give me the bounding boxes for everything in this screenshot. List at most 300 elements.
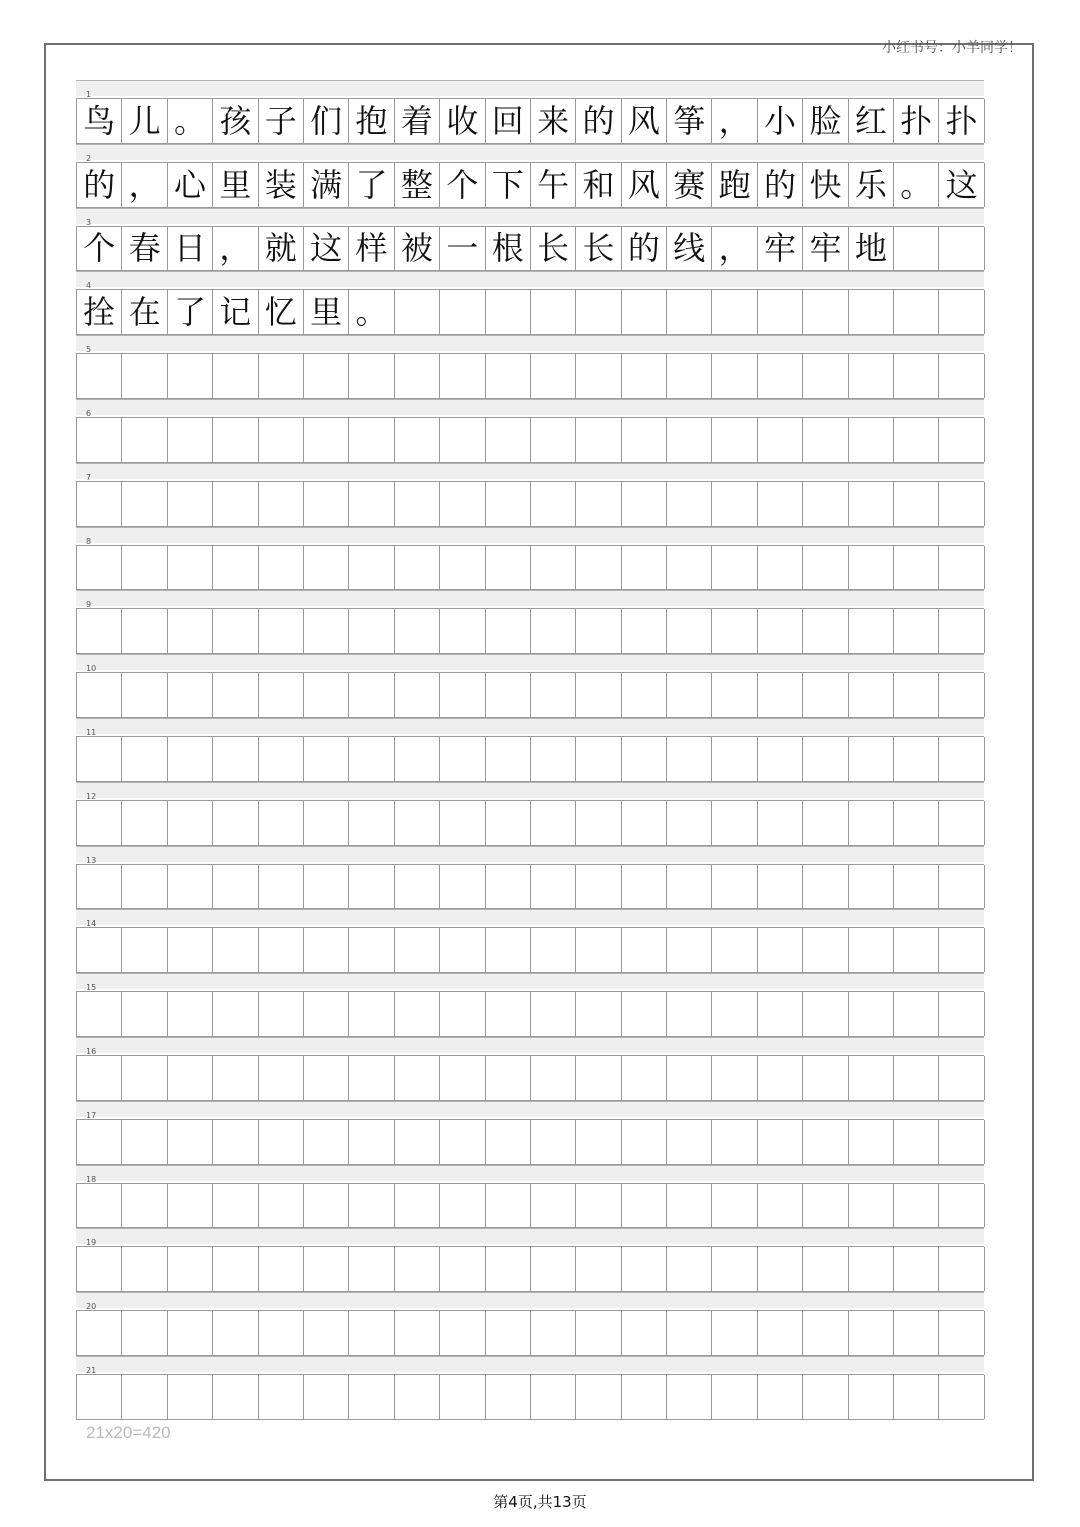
grid-cell (349, 546, 394, 590)
row-label-band (76, 208, 984, 227)
grid-cell (849, 354, 894, 398)
grid-cell (395, 290, 440, 334)
grid-cell (395, 992, 440, 1036)
grid-row (76, 271, 984, 335)
grid-cell (758, 290, 803, 334)
grid-cell (712, 1056, 757, 1100)
row-number: 8 (86, 536, 92, 546)
row-number: 21 (86, 1365, 97, 1375)
grid-cell: 乐 (849, 163, 894, 207)
grid-row (76, 654, 984, 718)
grid-cell (213, 1120, 258, 1164)
grid-cell (667, 801, 712, 845)
grid-cell: 一 (440, 227, 485, 271)
grid-cell: 里 (304, 290, 349, 334)
grid-cell (395, 673, 440, 717)
grid-cell (122, 482, 167, 526)
grid-cell (803, 992, 848, 1036)
grid-cell (894, 1184, 939, 1228)
row-label-band (76, 1037, 984, 1056)
grid-cell (486, 801, 531, 845)
grid-cell (440, 1375, 485, 1419)
grid-cell (803, 1056, 848, 1100)
grid-cell: 下 (486, 163, 531, 207)
grid-cell (440, 482, 485, 526)
grid-cell (576, 1375, 621, 1419)
row-label-band (76, 144, 984, 163)
grid-cell (894, 290, 939, 334)
grid-cell (486, 546, 531, 590)
grid-cell (576, 865, 621, 909)
grid-cell (395, 928, 440, 972)
grid-cell (894, 609, 939, 653)
grid-cell (77, 928, 122, 972)
grid-cell (667, 290, 712, 334)
grid-cell: 和 (576, 163, 621, 207)
grid-cell (486, 482, 531, 526)
grid-cell (395, 354, 440, 398)
grid-cell (168, 992, 213, 1036)
grid-cell: 拴 (77, 290, 122, 334)
grid-cell (894, 1120, 939, 1164)
grid-row (76, 846, 984, 910)
grid-cell (349, 418, 394, 462)
row-label-band (76, 718, 984, 737)
row-number: 17 (86, 1110, 97, 1120)
grid-cell (168, 1120, 213, 1164)
grid-cell (259, 737, 304, 781)
grid-cell (304, 1247, 349, 1291)
grid-cell: 红 (849, 99, 894, 143)
row-cells (76, 927, 984, 973)
grid-cell (304, 609, 349, 653)
grid-cell (667, 609, 712, 653)
grid-cell: 。 (168, 99, 213, 143)
grid-cell (122, 673, 167, 717)
row-label-band (76, 846, 984, 865)
row-cells (76, 1374, 984, 1420)
grid-cell: 的 (758, 163, 803, 207)
grid-cell (758, 546, 803, 590)
grid-cell: ， (122, 163, 167, 207)
grid-cell (77, 1247, 122, 1291)
grid-cell (803, 737, 848, 781)
grid-cell (576, 673, 621, 717)
grid-cell (576, 418, 621, 462)
grid-cell (486, 609, 531, 653)
grid-cell (168, 1056, 213, 1100)
grid-cell (758, 737, 803, 781)
grid-cell (395, 1375, 440, 1419)
grid-cell (531, 737, 576, 781)
grid-cell (440, 992, 485, 1036)
grid-cell (486, 290, 531, 334)
grid-cell: 鸟 (77, 99, 122, 143)
grid-cell (486, 1120, 531, 1164)
grid-cell (304, 1375, 349, 1419)
grid-cell (122, 737, 167, 781)
grid-cell: 根 (486, 227, 531, 271)
grid-cell: 的 (622, 227, 667, 271)
row-cells (76, 353, 984, 399)
row-cells (76, 417, 984, 463)
grid-cell (486, 928, 531, 972)
grid-cell (939, 1056, 984, 1100)
grid-cell: 小 (758, 99, 803, 143)
row-number: 14 (86, 919, 97, 929)
grid-cell (667, 673, 712, 717)
grid-cell: 快 (803, 163, 848, 207)
grid-cell (440, 865, 485, 909)
row-cells (76, 1246, 984, 1292)
grid-cell (849, 1184, 894, 1228)
grid-cell (168, 1375, 213, 1419)
row-number: 2 (86, 153, 92, 163)
grid-cell (304, 801, 349, 845)
grid-cell (395, 865, 440, 909)
row-number: 7 (86, 472, 92, 482)
grid-cell (849, 1120, 894, 1164)
row-number: 13 (86, 855, 97, 865)
grid-cell (304, 865, 349, 909)
grid-cell (712, 928, 757, 972)
grid-cell (894, 992, 939, 1036)
grid-cell (122, 801, 167, 845)
grid-cell (576, 290, 621, 334)
grid-row (76, 909, 984, 973)
grid-cell (803, 1120, 848, 1164)
grid-row (76, 399, 984, 463)
grid-cell (213, 737, 258, 781)
grid-cell (894, 354, 939, 398)
grid-row (76, 144, 984, 208)
grid-cell (758, 1056, 803, 1100)
grid-cell (122, 609, 167, 653)
grid-cell (486, 992, 531, 1036)
grid-cell (213, 482, 258, 526)
grid-cell (168, 482, 213, 526)
grid-cell (531, 801, 576, 845)
grid-cell (667, 737, 712, 781)
grid-cell (440, 1056, 485, 1100)
grid-cell (712, 865, 757, 909)
grid-cell (622, 737, 667, 781)
grid-cell (304, 737, 349, 781)
row-number: 18 (86, 1174, 97, 1184)
grid-cell (622, 290, 667, 334)
grid-cell (667, 1375, 712, 1419)
grid-row (76, 1292, 984, 1356)
grid-cell (122, 865, 167, 909)
grid-cell (939, 290, 984, 334)
grid-cell (712, 609, 757, 653)
grid-cell (259, 865, 304, 909)
row-cells (76, 991, 984, 1037)
grid-cell (349, 992, 394, 1036)
grid-cell (939, 546, 984, 590)
grid-cell: 这 (939, 163, 984, 207)
grid-count-note: 21x20=420 (86, 1423, 171, 1442)
grid-cell (395, 801, 440, 845)
grid-cell: 样 (349, 227, 394, 271)
grid-row (76, 335, 984, 399)
grid-cell: 这 (304, 227, 349, 271)
grid-cell (622, 1056, 667, 1100)
grid-cell (939, 1375, 984, 1419)
grid-cell (77, 865, 122, 909)
grid-cell (758, 1120, 803, 1164)
grid-cell (939, 992, 984, 1036)
grid-cell (622, 928, 667, 972)
grid-cell (486, 1184, 531, 1228)
row-label-band (76, 1101, 984, 1120)
grid-cell (531, 1056, 576, 1100)
grid-cell (259, 992, 304, 1036)
grid-cell (803, 290, 848, 334)
grid-cell (758, 673, 803, 717)
grid-cell (758, 1375, 803, 1419)
grid-cell (894, 673, 939, 717)
grid-cell (758, 609, 803, 653)
grid-cell (667, 546, 712, 590)
grid-cell (349, 801, 394, 845)
grid-cell (849, 673, 894, 717)
grid-cell: 收 (440, 99, 485, 143)
grid-cell: 赛 (667, 163, 712, 207)
grid-cell (576, 1120, 621, 1164)
grid-cell (849, 609, 894, 653)
grid-cell (77, 1184, 122, 1228)
grid-cell (440, 290, 485, 334)
grid-cell (939, 227, 984, 271)
grid-cell: 线 (667, 227, 712, 271)
grid-cell (259, 482, 304, 526)
grid-cell: 长 (576, 227, 621, 271)
row-number: 16 (86, 1046, 97, 1056)
row-label-band (76, 782, 984, 801)
grid-cell (213, 354, 258, 398)
row-number: 11 (86, 727, 97, 737)
grid-cell (667, 1247, 712, 1291)
row-number: 12 (86, 791, 97, 801)
grid-cell: 来 (531, 99, 576, 143)
grid-cell: 记 (213, 290, 258, 334)
page-number: 第4页,共13页 (493, 1493, 587, 1511)
row-label-band (76, 973, 984, 993)
grid-cell (531, 354, 576, 398)
row-number: 19 (86, 1238, 97, 1248)
grid-cell (395, 609, 440, 653)
grid-cell (168, 673, 213, 717)
grid-cell: 了 (349, 163, 394, 207)
grid-cell (894, 1056, 939, 1100)
grid-cell (622, 1247, 667, 1291)
grid-cell (213, 992, 258, 1036)
grid-cell (304, 928, 349, 972)
grid-cell: 抱 (349, 99, 394, 143)
grid-cell (349, 354, 394, 398)
row-cells (76, 1119, 984, 1165)
grid-cell (803, 801, 848, 845)
grid-cell: 了 (168, 290, 213, 334)
grid-cell: 子 (259, 99, 304, 143)
grid-cell: 在 (122, 290, 167, 334)
grid-cell: 被 (395, 227, 440, 271)
grid-cell: 就 (259, 227, 304, 271)
grid-cell (758, 1247, 803, 1291)
row-cells (76, 1055, 984, 1101)
grid-cell (122, 546, 167, 590)
grid-cell (712, 992, 757, 1036)
grid-cell (440, 673, 485, 717)
grid-cell (395, 482, 440, 526)
grid-cell (259, 1311, 304, 1355)
grid-cell (259, 418, 304, 462)
grid-cell (758, 1311, 803, 1355)
row-label-band (76, 335, 984, 355)
row-label-band (76, 909, 984, 929)
grid-cell (531, 1120, 576, 1164)
grid-cell (395, 1056, 440, 1100)
grid-cell (622, 992, 667, 1036)
grid-cell (440, 801, 485, 845)
grid-cell (939, 1311, 984, 1355)
grid-cell (349, 1184, 394, 1228)
grid-cell (803, 418, 848, 462)
row-cells (76, 226, 984, 272)
grid-cell: 风 (622, 163, 667, 207)
grid-cell (939, 1120, 984, 1164)
grid-cell (531, 1247, 576, 1291)
grid-cell (576, 609, 621, 653)
grid-cell (758, 992, 803, 1036)
grid-cell (803, 673, 848, 717)
row-cells (76, 98, 984, 144)
grid-cell (304, 418, 349, 462)
grid-cell: 地 (849, 227, 894, 271)
grid-cell: 扑 (894, 99, 939, 143)
grid-cell (894, 865, 939, 909)
grid-cell (168, 801, 213, 845)
grid-cell (168, 609, 213, 653)
grid-cell: 牢 (758, 227, 803, 271)
grid-cell (77, 418, 122, 462)
grid-cell (894, 928, 939, 972)
grid-cell (712, 482, 757, 526)
grid-cell (667, 482, 712, 526)
grid-cell (576, 992, 621, 1036)
grid-cell (531, 865, 576, 909)
grid-cell: 春 (122, 227, 167, 271)
grid-cell (259, 1375, 304, 1419)
grid-row (76, 590, 984, 654)
grid-cell (531, 992, 576, 1036)
grid-cell (758, 928, 803, 972)
grid-row (76, 1356, 984, 1420)
grid-cell (667, 1311, 712, 1355)
grid-cell (440, 1311, 485, 1355)
grid-cell (758, 1184, 803, 1228)
grid-cell (531, 482, 576, 526)
grid-cell (440, 928, 485, 972)
grid-cell (77, 1120, 122, 1164)
watermark: 小红书号：小羊同学！ (882, 40, 1022, 56)
grid-cell: 满 (304, 163, 349, 207)
grid-cell (213, 1184, 258, 1228)
grid-cell (622, 1120, 667, 1164)
grid-cell (122, 1311, 167, 1355)
grid-cell (894, 1247, 939, 1291)
grid-cell (77, 992, 122, 1036)
grid-cell (213, 865, 258, 909)
row-number: 5 (86, 345, 92, 355)
grid-cell (77, 354, 122, 398)
grid-cell (712, 1311, 757, 1355)
grid-cell (395, 1120, 440, 1164)
grid-cell: ， (213, 227, 258, 271)
grid-cell (77, 609, 122, 653)
grid-cell (395, 737, 440, 781)
grid-cell (440, 1247, 485, 1291)
grid-cell (622, 673, 667, 717)
grid-cell (349, 865, 394, 909)
grid-cell: 。 (894, 163, 939, 207)
grid-cell (803, 1311, 848, 1355)
grid-cell: 个 (440, 163, 485, 207)
grid-cell (758, 354, 803, 398)
row-number: 1 (86, 90, 92, 99)
row-label-band (76, 399, 984, 418)
row-label-band (76, 1356, 984, 1375)
grid-cell (576, 1184, 621, 1228)
grid-cell (849, 1056, 894, 1100)
row-cells (76, 672, 984, 718)
grid-cell (622, 482, 667, 526)
grid-cell (803, 1247, 848, 1291)
row-cells (76, 481, 984, 527)
grid-cell (803, 1375, 848, 1419)
grid-cell (894, 418, 939, 462)
grid-cell (395, 1184, 440, 1228)
grid-cell (622, 354, 667, 398)
grid-cell (939, 482, 984, 526)
grid-cell (667, 928, 712, 972)
grid-cell (77, 482, 122, 526)
grid-cell (576, 737, 621, 781)
grid-cell: 儿 (122, 99, 167, 143)
grid-cell (213, 928, 258, 972)
grid-cell: 长 (531, 227, 576, 271)
grid-cell (939, 737, 984, 781)
grid-cell (213, 418, 258, 462)
grid-cell (77, 1375, 122, 1419)
grid-cell (440, 1120, 485, 1164)
grid-cell (259, 928, 304, 972)
grid-cell (531, 546, 576, 590)
row-label-band (76, 527, 984, 546)
grid-cell (304, 1184, 349, 1228)
grid-cell (122, 418, 167, 462)
grid-cell: ， (712, 99, 757, 143)
grid-cell (576, 482, 621, 526)
grid-cell (77, 1311, 122, 1355)
grid-cell (77, 737, 122, 781)
grid-cell (440, 609, 485, 653)
grid-cell (531, 928, 576, 972)
grid-cell (531, 1184, 576, 1228)
grid-cell (168, 1247, 213, 1291)
grid-cell: 整 (395, 163, 440, 207)
